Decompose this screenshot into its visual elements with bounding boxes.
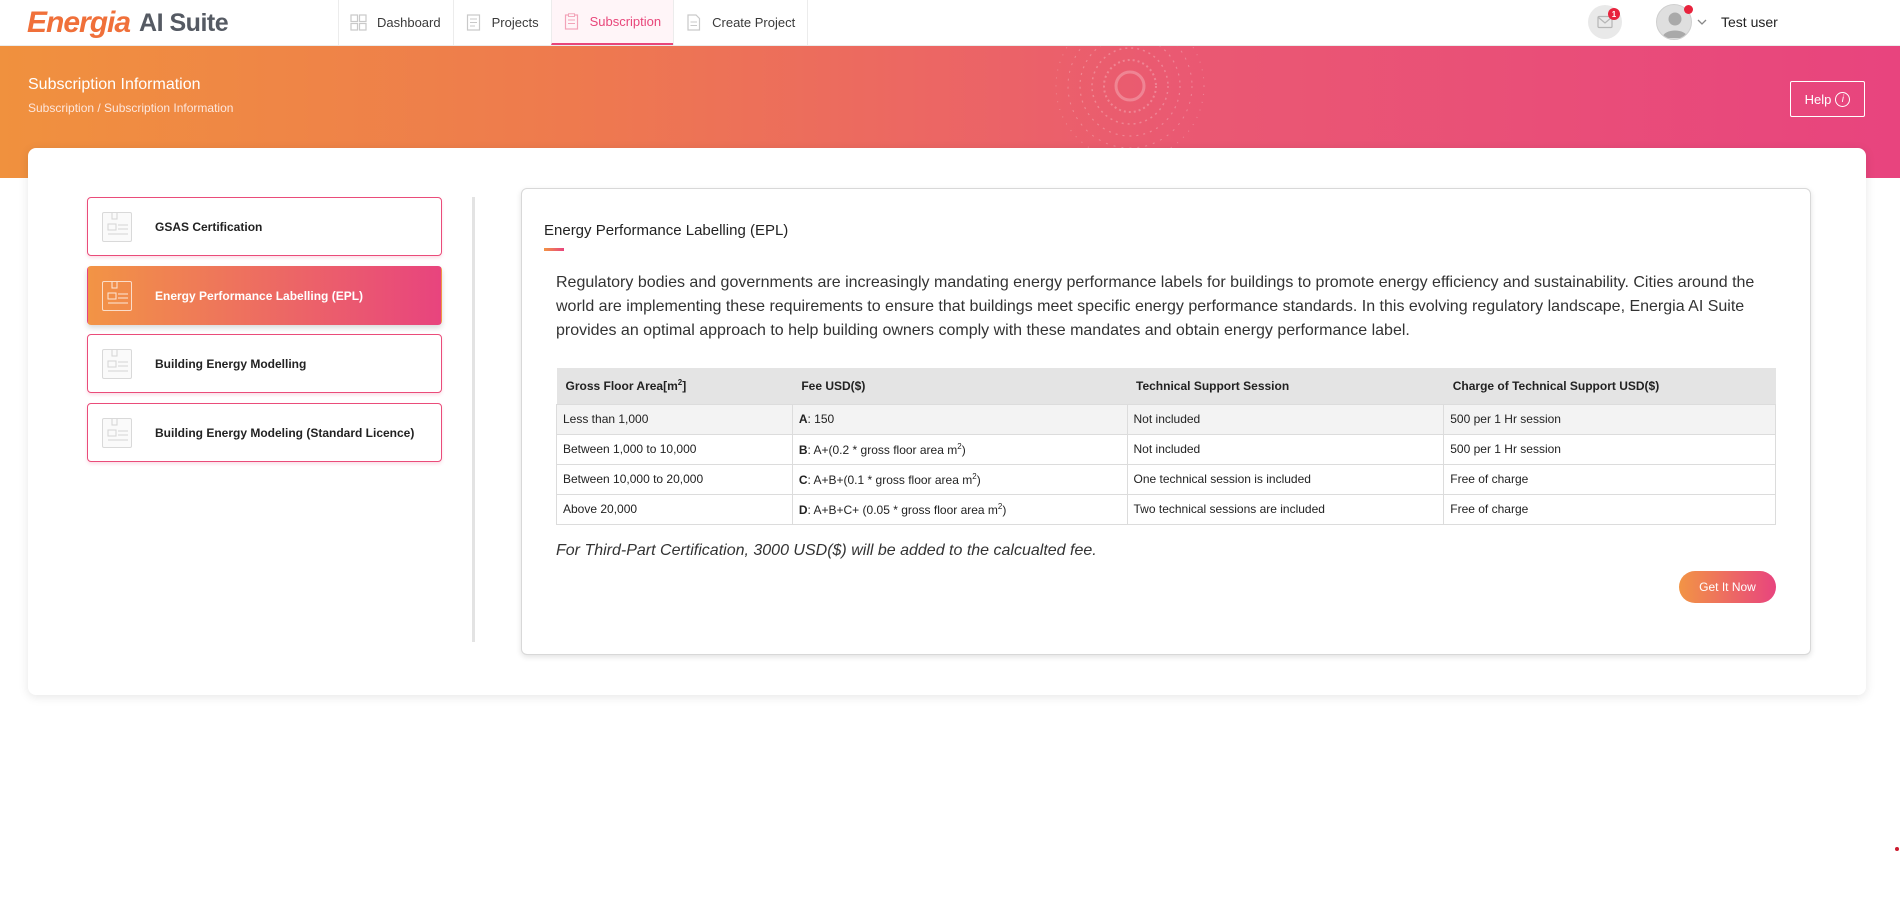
info-icon: i (1835, 92, 1850, 107)
area-cell: Between 1,000 to 10,000 (557, 434, 793, 464)
table-row (557, 464, 1776, 494)
column-header: Charge of Technical Support USD($) (1444, 368, 1776, 404)
plan-label: Energy Performance Labelling (EPL) (155, 288, 364, 303)
notification-count-badge: 1 (1608, 8, 1620, 20)
get-it-now-button[interactable]: Get It Now (1679, 571, 1776, 603)
charge-cell: 500 per 1 Hr session (1444, 404, 1776, 434)
plan-building-energy-modeling-standard-licence[interactable] (87, 403, 442, 462)
logo-brand: Energia (27, 6, 131, 39)
chevron-down-icon (1696, 16, 1708, 28)
column-header: Gross Floor $Area[m^2]$ (557, 368, 793, 404)
third-party-note: For Third-Part Certification, 3000 USD($) will be added to the calcualted fee. (556, 542, 1097, 559)
session-cell: Not included (1127, 404, 1444, 434)
user-name: Test user (1721, 14, 1778, 30)
decorative-dot (1895, 847, 1899, 851)
subscription-icon (563, 13, 580, 30)
create-project-icon (685, 14, 702, 31)
area-cell: Above 20,000 (557, 494, 793, 524)
certificate-icon (102, 418, 132, 448)
certificate-icon (102, 349, 132, 379)
table-row (557, 494, 1776, 524)
table-header-row (557, 368, 1776, 404)
nav-dashboard[interactable] (338, 0, 453, 45)
notifications-button[interactable] (1588, 5, 1622, 39)
table-row (557, 404, 1776, 434)
fee-cell: C: A+B+(0.1 * gross floor area $m^2$) (792, 464, 1127, 494)
plan-label: GSAS Certification (155, 219, 263, 234)
plan-gsas-certification[interactable] (87, 197, 442, 256)
help-label: Help (1804, 91, 1832, 107)
session-cell: Two technical sessions are included (1127, 494, 1444, 524)
area-cell: Less than 1,000 (557, 404, 793, 434)
nav-subscription[interactable] (551, 0, 674, 45)
nav-projects[interactable] (453, 0, 551, 45)
fee-cell: B: A+(0.2 * gross floor area $m^2$) (792, 434, 1127, 464)
divider (472, 197, 475, 642)
fee-table (556, 368, 1776, 525)
column-header: Technical Support Session (1127, 368, 1444, 404)
plan-label: Building Energy Modeling (Standard Licence) (155, 425, 415, 440)
projects-icon (465, 14, 482, 31)
nav-projects-label: Projects (491, 15, 539, 30)
column-header: Fee USD($) (792, 368, 1127, 404)
subscription-card (28, 148, 1866, 695)
table-row (557, 434, 1776, 464)
fee-cell: A: 150 (792, 404, 1127, 434)
certificate-icon (102, 212, 132, 242)
nav-dashboard-label: Dashboard (377, 15, 441, 30)
session-cell: One technical session is included (1127, 464, 1444, 494)
session-cell: Not included (1127, 434, 1444, 464)
plan-detail-panel (521, 188, 1811, 655)
charge-cell: 500 per 1 Hr session (1444, 434, 1776, 464)
dashboard-icon (350, 14, 367, 31)
main-nav (338, 0, 808, 45)
user-status-dot (1684, 5, 1693, 14)
nav-subscription-label: Subscription (589, 14, 662, 29)
area-cell: Between 10,000 to 20,000 (557, 464, 793, 494)
help-button[interactable] (1790, 81, 1865, 117)
plan-label: Building Energy Modelling (155, 356, 307, 371)
app-logo[interactable] (27, 2, 228, 44)
plan-description: Regulatory bodies and governments are increasingly mandating energy performance labels for buildings to promote energy efficiency and sustainability. Cities around the world are implementing these requirements to ensure that buildings meet specific energy performance standards. In this evolving regulatory landscape, Energia AI Suite provides an optimal approach to help building owners comply with these mandates and obtain energy performance label. (556, 274, 1755, 339)
user-menu[interactable] (1656, 4, 1778, 40)
fee-cell: D: A+B+C+ (0.05 * gross floor area $m^2$) (792, 494, 1127, 524)
title-underline (544, 248, 564, 251)
nav-create-project-label: Create Project (712, 15, 796, 30)
plan-building-energy-modelling[interactable] (87, 334, 442, 393)
certificate-icon (102, 281, 132, 311)
plan-detail-title: Energy Performance Labelling (EPL) (544, 222, 789, 239)
charge-cell: Free of charge (1444, 494, 1776, 524)
plan-energy-performance-labelling[interactable] (87, 266, 442, 325)
nav-create-project[interactable] (673, 0, 808, 45)
breadcrumb[interactable]: Subscription / Subscription Information (28, 101, 234, 115)
charge-cell: Free of charge (1444, 464, 1776, 494)
top-navbar (0, 0, 1900, 46)
logo-suffix: AI Suite (139, 8, 229, 37)
page-title: Subscription Information (28, 76, 201, 93)
